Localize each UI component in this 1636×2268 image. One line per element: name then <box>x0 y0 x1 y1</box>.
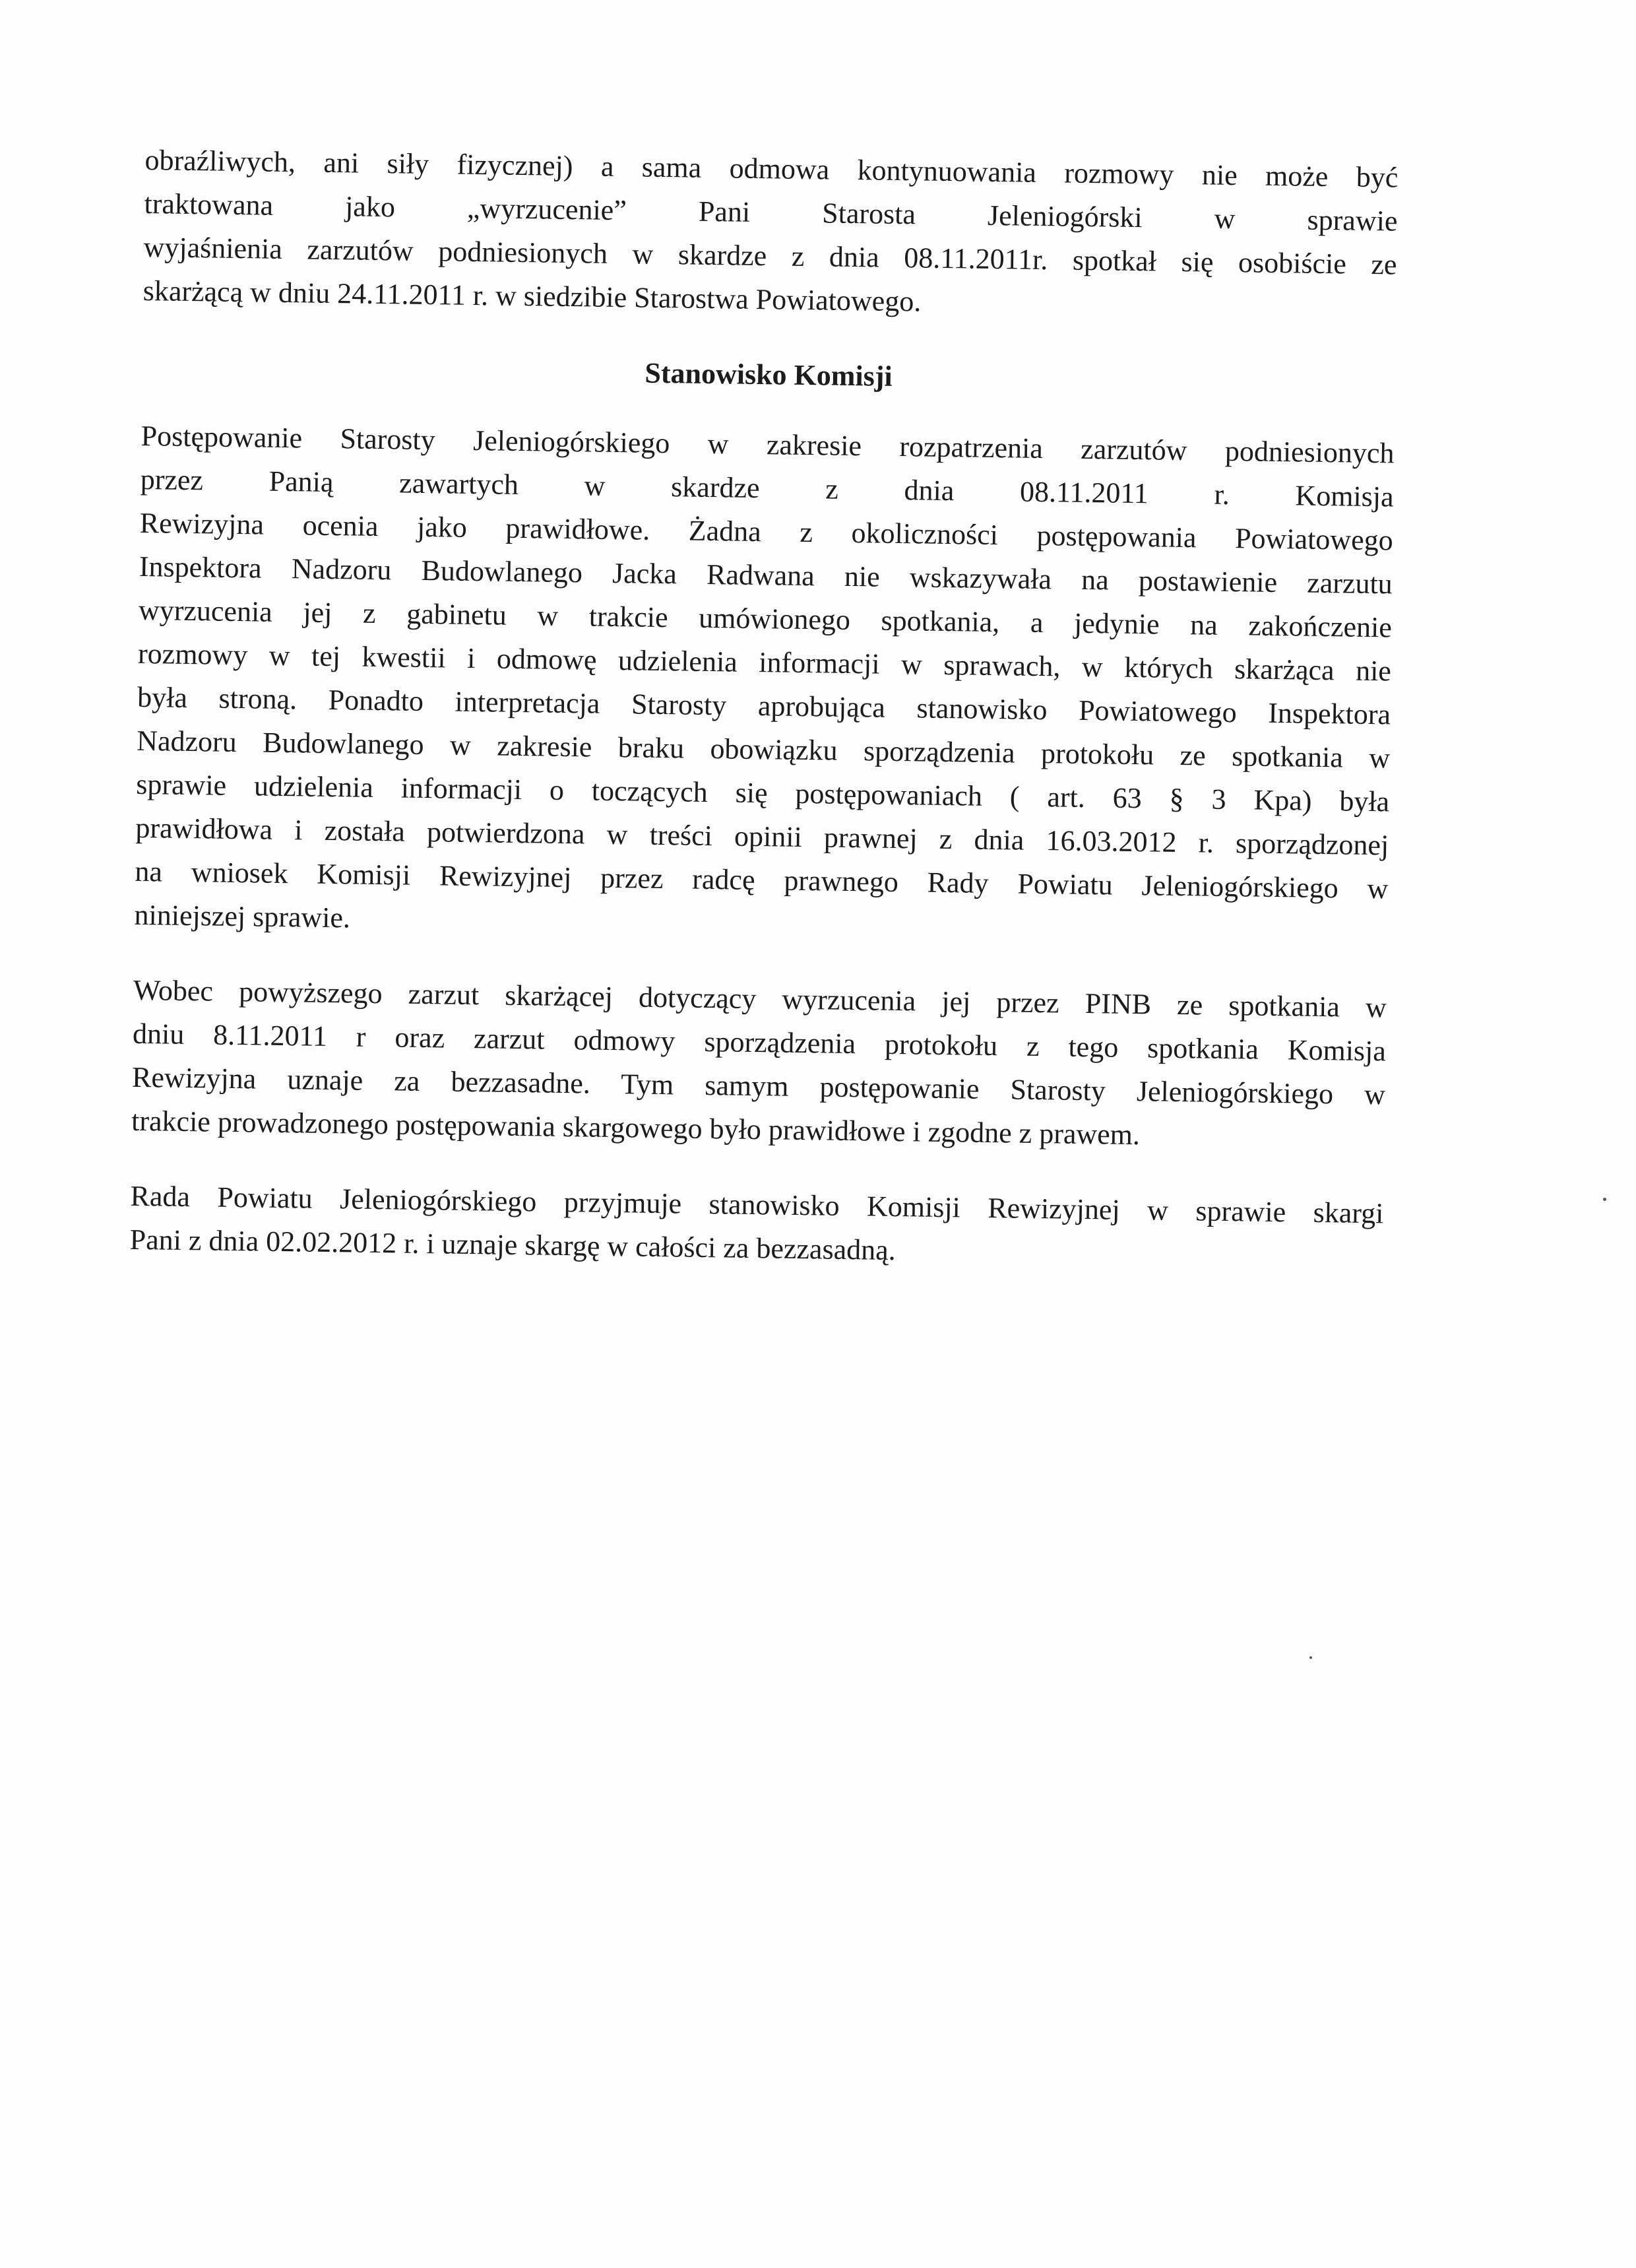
section-heading: Stanowisko Komisji <box>645 356 893 393</box>
text-line: Nadzoru Budowlanego w zakresie braku obowiązku sporządzenia protokołu ze spotkania w <box>136 724 1391 775</box>
text-line: przez Panią zawartych w skardze z dnia 08.11.2011 r. Komisja <box>140 463 1394 513</box>
document-body <box>129 139 1399 1279</box>
text-line: na wniosek Komisji Rewizyjnej przez radcę prawnego Rady Powiatu Jeleniogórskiego w <box>135 855 1389 905</box>
text-line: Rewizyjna ocenia jako prawidłowe. Żadna z okoliczności postępowania Powiatowego <box>139 506 1394 557</box>
intro-paragraph <box>142 139 1399 331</box>
text-line: obraźliwych, ani siły fizycznej) a sama odmowa kontynuowania rozmowy nie może być <box>144 143 1399 194</box>
text-line: Inspektora Nadzoru Budowlanego Jacka Radwana nie wskazywała na postawienie zarzutu <box>139 550 1393 600</box>
scan-speck <box>1309 1656 1312 1659</box>
text-line: niniejszej sprawie. <box>134 898 351 934</box>
text-line: trakcie prowadzonego postępowania skargowego było prawidłowe i zgodne z prawem. <box>131 1104 1141 1151</box>
text-line: rozmowy w tej kwestii i odmowę udzielenia informacji w sprawach, w których skarżąca nie <box>137 637 1392 688</box>
text-line: Postępowanie Starosty Jeleniogórskiego w zakresie rozpatrzenia zarzutów podniesionych <box>141 419 1395 470</box>
resolution-paragraph <box>129 1175 1384 1280</box>
text-line: skarżącą w dniu 24.11.2011 r. w siedzibie Starostwa Powiatowego. <box>142 274 922 318</box>
text-line: wyrzucenia jej z gabinetu w trakcie umówionego spotkania, a jedynie na zakończenie <box>138 593 1393 644</box>
scan-speck <box>1603 1198 1606 1201</box>
position-paragraph <box>134 414 1395 954</box>
text-line: Rada Powiatu Jeleniogórskiego przyjmuje stanowisko Komisji Rewizyjnej w sprawie skargi <box>130 1179 1384 1230</box>
text-line: prawidłowa i została potwierdzona w treści opinii prawnej z dnia 16.03.2012 r. sporządzonej <box>135 811 1389 862</box>
text-line: była stroną. Ponadto interpretacja Starosty aprobująca stanowisko Powiatowego Inspektora <box>137 680 1391 731</box>
text-line: sprawie udzielenia informacji o toczących się postępowaniach ( art. 63 § 3 Kpa) była <box>135 767 1390 818</box>
text-line: dniu 8.11.2011 r oraz zarzut odmowy sporządzenia protokołu z tego spotkania Komisja <box>132 1017 1387 1068</box>
conclusion-paragraph <box>131 969 1387 1161</box>
text-line: Pani z dnia 02.02.2012 r. i uznaje skargę w całości za bezzasadną. <box>129 1223 897 1267</box>
text-line: Wobec powyższego zarzut skarżącej dotyczący wyrzucenia jej przez PINB ze spotkania w <box>133 973 1387 1024</box>
text-line: Rewizyjna uznaje za bezzasadne. Tym samym postępowanie Starosty Jeleniogórskiego w <box>131 1060 1386 1111</box>
text-line: wyjaśnienia zarzutów podniesionych w skardze z dnia 08.11.2011r. spotkał się osobiście ze <box>143 230 1397 281</box>
text-line: traktowana jako „wyrzucenie” Pani Starosta Jeleniogórski w sprawie <box>144 187 1398 238</box>
